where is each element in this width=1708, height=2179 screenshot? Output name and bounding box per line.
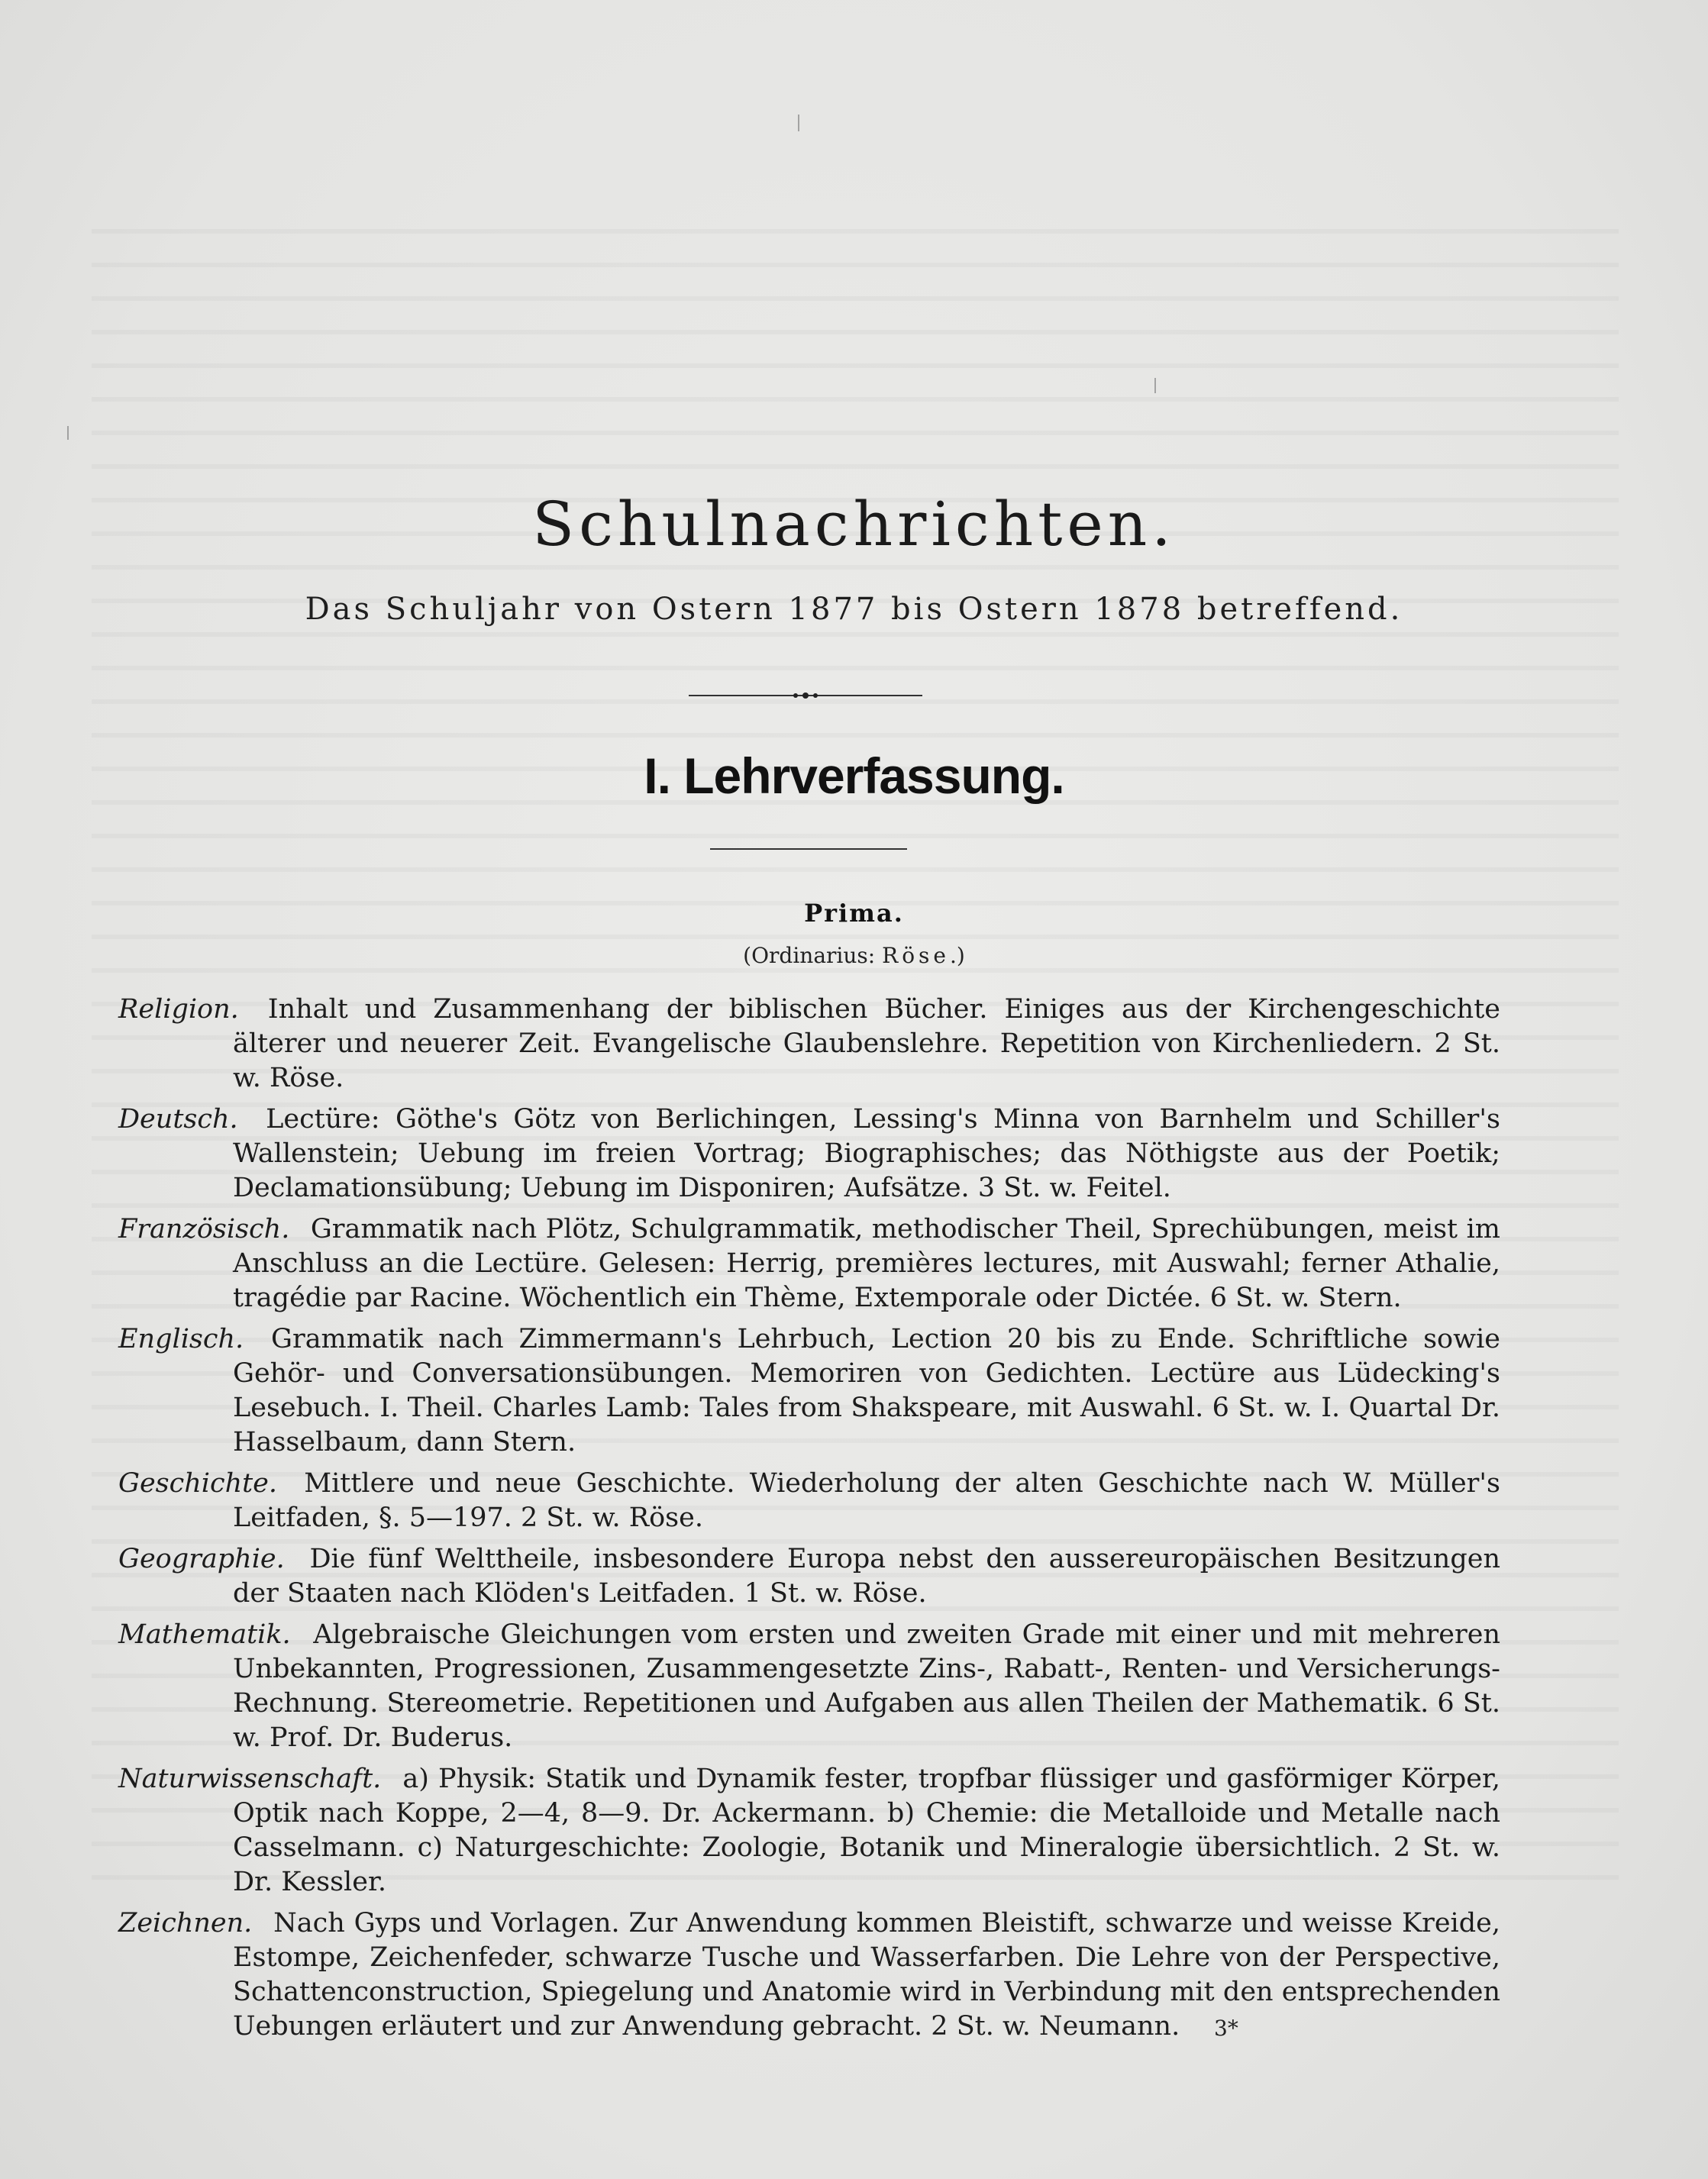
subject-text: Grammatik nach Plötz, Schulgrammatik, methodischer Theil, Sprechübungen, meist im Anschluss an die Lectüre. Gelesen: Herrig, premières lectures, mit Auswahl; ferner Athalie, tragédie par Racine. Wöchentlich ein Thème, Extemporale oder Dictée. 6 St. w. Stern. xyxy=(233,1214,1500,1313)
subject-text: Algebraische Gleichungen vom ersten und zweiten Grade mit einer und mit mehreren Unbekannten, Progressionen, Zusammengesetzte Zins-, Rabatt-, Renten- und Versicherungs-Rechnung. Stereometrie. Repetitionen und Aufgaben aus allen Theilen der Mathematik. 6 St. w. Prof. Dr. Buderus. xyxy=(233,1619,1500,1753)
subject-geschichte xyxy=(118,1467,1500,1535)
page-number: 3* xyxy=(1214,2016,1238,2041)
subject-text: a) Physik: Statik und Dynamik fester, tropfbar flüssiger und gasförmiger Körper, Optik nach Koppe, 2—4, 8—9. Dr. Ackermann. b) Chemie: die Metalloide und Metalle nach Casselmann. c) Naturgeschichte: Zoologie, Botanik und Mineralogie übersichtlich. 2 St. w. Dr. Kessler. xyxy=(233,1764,1500,1897)
subject-mathematik xyxy=(118,1618,1500,1755)
ordinarius-name: Röse xyxy=(882,943,950,968)
subject-zeichnen xyxy=(118,1906,1500,2044)
subject-name: Deutsch. xyxy=(118,1104,238,1135)
subject-geographie xyxy=(118,1542,1500,1611)
subject-religion xyxy=(118,993,1500,1096)
page-title: Schulnachrichten. xyxy=(532,489,1176,560)
scan-speck xyxy=(1154,378,1156,393)
subject-name: Englisch. xyxy=(118,1324,244,1354)
subject-text: Inhalt und Zusammenhang der biblischen Bücher. Einiges aus der Kirchengeschichte älterer und neuerer Zeit. Evangelische Glaubenslehre. Repetition von Kirchenliedern. 2 St. w. Röse. xyxy=(233,994,1500,1093)
ordinarius-close: .) xyxy=(950,943,965,968)
section-heading: I. Lehrverfassung. xyxy=(644,747,1064,804)
scan-speck xyxy=(67,426,69,440)
subject-text: Mittlere und neue Geschichte. Wiederholung der alten Geschichte nach W. Müller's Leitfaden, §. 5—197. 2 St. w. Röse. xyxy=(233,1468,1500,1533)
subject-name: Geographie. xyxy=(118,1544,285,1574)
subject-name: Französisch. xyxy=(118,1214,290,1244)
ordinarius-line xyxy=(0,943,1708,968)
subject-deutsch xyxy=(118,1102,1500,1206)
subject-text: Grammatik nach Zimmermann's Lehrbuch, Lection 20 bis zu Ende. Schriftliche sowie Gehör- und Conversationsübungen. Memoriren von Gedichten. Lectüre aus Lüdecking's Lesebuch. I. Theil. Charles Lamb: Tales from Shakspeare, mit Auswahl. 6 St. w. I. Quartal Dr. Hasselbaum, dann Stern. xyxy=(233,1324,1500,1458)
subject-name: Geschichte. xyxy=(118,1468,278,1499)
class-heading: Prima. xyxy=(804,899,904,928)
subject-englisch xyxy=(118,1322,1500,1460)
subject-name: Religion. xyxy=(118,994,239,1025)
subject-name: Mathematik. xyxy=(118,1619,291,1650)
page-subtitle: Das Schuljahr von Ostern 1877 bis Ostern 1878 betreffend. xyxy=(305,592,1403,627)
subject-name: Naturwissenschaft. xyxy=(118,1764,382,1794)
heading-rule xyxy=(710,848,907,850)
scan-speck xyxy=(798,115,799,131)
ordinarius-label: (Ordinarius: xyxy=(743,943,883,968)
subject-text: Die fünf Welttheile, insbesondere Europa nebst den aussereuropäischen Besitzungen der Staaten nach Klöden's Leitfaden. 1 St. w. Röse. xyxy=(233,1544,1500,1609)
subject-list xyxy=(118,993,1500,2051)
subject-text: Nach Gyps und Vorlagen. Zur Anwendung kommen Bleistift, schwarze und weisse Kreide, Estompe, Zeichenfeder, schwarze Tusche und Wasserfarben. Die Lehre von der Perspective, Schattenconstruction, Spiegelung und Anatomie wird in Verbindung mit den entsprechenden Uebungen erläutert und zur Anwendung gebracht. 2 St. w. Neumann. xyxy=(233,1908,1500,2042)
subject-name: Zeichnen. xyxy=(118,1908,253,1939)
subject-text: Lectüre: Göthe's Götz von Berlichingen, Lessing's Minna von Barnhelm und Schiller's Wallenstein; Uebung im freien Vortrag; Biographisches; das Nöthigste aus der Poetik; Declamationsübung; Uebung im Disponiren; Aufsätze. 3 St. w. Feitel. xyxy=(233,1104,1500,1203)
subject-naturwissenschaft xyxy=(118,1762,1500,1900)
subject-franzoesisch xyxy=(118,1212,1500,1315)
ornament-divider xyxy=(689,691,922,700)
